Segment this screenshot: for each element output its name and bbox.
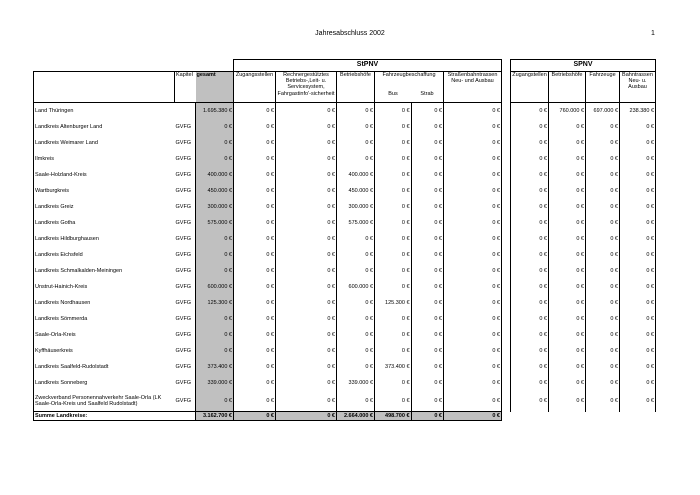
table-row — [34, 263, 656, 279]
row-gesamt: 0 € — [196, 311, 234, 327]
stpnv-cell: 0 € — [375, 231, 412, 247]
spnv-cell: 0 € — [549, 327, 586, 343]
table-row — [34, 247, 656, 263]
spnv-cell: 0 € — [586, 295, 620, 311]
row-gesamt: 400.000 € — [196, 167, 234, 183]
summary-stpnv-cell: 0 € — [276, 412, 337, 421]
spnv-cell: 0 € — [549, 119, 586, 135]
table-row — [34, 327, 656, 343]
document-title: Jahresabschluss 2002 — [315, 30, 385, 37]
stpnv-cell: 0 € — [411, 103, 443, 120]
spnv-cell: 0 € — [549, 151, 586, 167]
col-rbl-header: Rechnergestütztes Betriebs-,Leit- u. Servicesystem, Fahrgastinfo'-sicherheit — [276, 72, 337, 103]
stpnv-cell: 0 € — [276, 279, 337, 295]
stpnv-cell: 0 € — [411, 391, 443, 412]
summary-stpnv-cell: 498.700 € — [375, 412, 412, 421]
stpnv-cell: 0 € — [375, 103, 412, 120]
table-row — [34, 295, 656, 311]
stpnv-cell: 0 € — [234, 359, 276, 375]
spnv-cell: 0 € — [549, 199, 586, 215]
stpnv-cell: 0 € — [337, 359, 375, 375]
spnv-cell: 0 € — [549, 279, 586, 295]
row-name: Landkreis Sömmerda — [34, 311, 175, 327]
spnv-cell: 0 € — [511, 135, 549, 151]
row-kapitel: GVFG — [175, 119, 196, 135]
stpnv-cell: 0 € — [234, 119, 276, 135]
row-gesamt: 600.000 € — [196, 279, 234, 295]
spnv-cell: 0 € — [586, 247, 620, 263]
spnv-cell: 0 € — [620, 183, 656, 199]
stpnv-cell: 0 € — [411, 247, 443, 263]
col-kapitel-header: Kapitel — [175, 72, 196, 103]
col-name-header — [34, 72, 175, 103]
stpnv-cell: 0 € — [337, 231, 375, 247]
row-gesamt: 575.000 € — [196, 215, 234, 231]
spnv-cell: 0 € — [511, 343, 549, 359]
stpnv-cell: 0 € — [234, 327, 276, 343]
stpnv-cell: 0 € — [444, 103, 502, 120]
spnv-cell: 0 € — [511, 391, 549, 412]
stpnv-cell: 0 € — [276, 103, 337, 120]
stpnv-cell: 575.000 € — [337, 215, 375, 231]
stpnv-cell: 0 € — [234, 135, 276, 151]
spnv-cell: 238.380 € — [620, 103, 656, 120]
spnv-cell: 0 € — [620, 311, 656, 327]
stpnv-cell: 0 € — [444, 167, 502, 183]
spnv-cell: 0 € — [620, 391, 656, 412]
stpnv-cell: 0 € — [375, 343, 412, 359]
spnv-cell: 0 € — [511, 247, 549, 263]
row-name: Landkreis Nordhausen — [34, 295, 175, 311]
col-bus-label: Bus — [388, 91, 398, 98]
spnv-cell: 0 € — [586, 183, 620, 199]
row-name: Zweckverband Personennahverkehr Saale-Orla (LK Saale-Orla-Kreis und Saalfeld Rudolstadt) — [34, 391, 175, 412]
stpnv-cell: 0 € — [337, 135, 375, 151]
spnv-cell: 0 € — [620, 215, 656, 231]
stpnv-cell: 0 € — [337, 391, 375, 412]
stpnv-cell: 0 € — [234, 199, 276, 215]
stpnv-cell: 0 € — [234, 279, 276, 295]
row-name: Landkreis Eichsfeld — [34, 247, 175, 263]
row-gesamt: 0 € — [196, 151, 234, 167]
summary-label: Summe Landkreise: — [34, 412, 196, 421]
summary-stpnv-cell: 2.664.000 € — [337, 412, 375, 421]
spnv-cell: 0 € — [511, 359, 549, 375]
spnv-cell: 0 € — [549, 183, 586, 199]
table-row — [34, 183, 656, 199]
table-row — [34, 359, 656, 375]
spnv-cell: 0 € — [586, 167, 620, 183]
spnv-cell: 0 € — [586, 151, 620, 167]
stpnv-cell: 0 € — [276, 263, 337, 279]
stpnv-cell: 600.000 € — [337, 279, 375, 295]
col-spnv-bahntrassen-header: Bahntrassen Neu- u. Ausbau — [620, 72, 656, 103]
row-kapitel: GVFG — [175, 247, 196, 263]
stpnv-cell: 0 € — [234, 215, 276, 231]
stpnv-cell: 0 € — [276, 151, 337, 167]
stpnv-cell: 0 € — [411, 263, 443, 279]
stpnv-cell: 0 € — [276, 135, 337, 151]
row-kapitel: GVFG — [175, 359, 196, 375]
row-gesamt: 125.300 € — [196, 295, 234, 311]
spnv-cell: 0 € — [620, 151, 656, 167]
spnv-cell: 0 € — [586, 375, 620, 391]
stpnv-cell: 0 € — [375, 151, 412, 167]
spnv-cell: 0 € — [620, 247, 656, 263]
spnv-cell: 0 € — [620, 295, 656, 311]
stpnv-cell: 0 € — [337, 343, 375, 359]
row-kapitel: GVFG — [175, 231, 196, 247]
spnv-cell: 0 € — [620, 375, 656, 391]
table-row — [34, 215, 656, 231]
stpnv-cell: 0 € — [444, 199, 502, 215]
row-kapitel: GVFG — [175, 183, 196, 199]
spnv-cell: 0 € — [620, 279, 656, 295]
spnv-cell: 0 € — [511, 103, 549, 120]
stpnv-cell: 0 € — [411, 327, 443, 343]
stpnv-cell: 373.400 € — [375, 359, 412, 375]
row-name: Landkreis Schmalkalden-Meiningen — [34, 263, 175, 279]
stpnv-cell: 400.000 € — [337, 167, 375, 183]
stpnv-cell: 0 € — [411, 183, 443, 199]
spnv-cell: 0 € — [549, 343, 586, 359]
row-gesamt: 0 € — [196, 231, 234, 247]
stpnv-cell: 0 € — [444, 263, 502, 279]
stpnv-cell: 0 € — [411, 375, 443, 391]
spnv-cell: 0 € — [511, 263, 549, 279]
stpnv-cell: 0 € — [444, 135, 502, 151]
table-row — [34, 135, 656, 151]
stpnv-cell: 0 € — [444, 295, 502, 311]
spnv-cell: 0 € — [620, 231, 656, 247]
stpnv-cell: 0 € — [276, 391, 337, 412]
stpnv-cell: 0 € — [375, 119, 412, 135]
spnv-cell: 0 € — [586, 391, 620, 412]
row-name: Landkreis Greiz — [34, 199, 175, 215]
stpnv-cell: 0 € — [234, 263, 276, 279]
row-name: Unstrut-Hainich-Kreis — [34, 279, 175, 295]
stpnv-cell: 0 € — [375, 135, 412, 151]
row-gesamt: 339.000 € — [196, 375, 234, 391]
budget-table — [33, 59, 656, 421]
row-kapitel: GVFG — [175, 135, 196, 151]
spnv-cell: 0 € — [586, 215, 620, 231]
row-name: Landkreis Sonneberg — [34, 375, 175, 391]
stpnv-group-label: StPNV — [234, 60, 502, 72]
summary-stpnv-cell: 0 € — [234, 412, 276, 421]
spnv-cell: 0 € — [586, 199, 620, 215]
row-name: Ilmkreis — [34, 151, 175, 167]
row-kapitel: GVFG — [175, 327, 196, 343]
spnv-cell: 0 € — [511, 327, 549, 343]
stpnv-cell: 0 € — [411, 231, 443, 247]
spnv-cell: 0 € — [620, 327, 656, 343]
col-spnv-betriebshoefe-header: Betriebshöfe — [549, 72, 586, 103]
stpnv-cell: 0 € — [375, 167, 412, 183]
spnv-cell: 0 € — [549, 247, 586, 263]
stpnv-cell: 0 € — [444, 231, 502, 247]
summary-row — [34, 412, 656, 421]
stpnv-cell: 0 € — [411, 199, 443, 215]
spnv-cell: 0 € — [620, 119, 656, 135]
stpnv-cell: 0 € — [375, 215, 412, 231]
stpnv-cell: 0 € — [276, 199, 337, 215]
stpnv-cell: 0 € — [276, 183, 337, 199]
group-header-row — [34, 60, 656, 72]
row-gesamt: 0 € — [196, 391, 234, 412]
stpnv-cell: 0 € — [276, 311, 337, 327]
row-kapitel: GVFG — [175, 263, 196, 279]
spnv-cell: 0 € — [620, 167, 656, 183]
spnv-cell: 0 € — [511, 183, 549, 199]
row-gesamt: 0 € — [196, 247, 234, 263]
stpnv-cell: 0 € — [411, 359, 443, 375]
spnv-cell: 0 € — [586, 279, 620, 295]
stpnv-cell: 0 € — [276, 167, 337, 183]
stpnv-cell: 0 € — [375, 263, 412, 279]
row-gesamt: 0 € — [196, 343, 234, 359]
table-row — [34, 199, 656, 215]
row-name: Landkreis Altenburger Land — [34, 119, 175, 135]
spnv-cell: 0 € — [549, 391, 586, 412]
page-number: 1 — [651, 30, 655, 37]
stpnv-cell: 450.000 € — [337, 183, 375, 199]
row-name: Kyffhäuserkreis — [34, 343, 175, 359]
row-gesamt: 0 € — [196, 135, 234, 151]
spnv-cell: 0 € — [620, 263, 656, 279]
stpnv-cell: 0 € — [375, 247, 412, 263]
col-betriebshoefe-header: Betriebshöfe — [337, 72, 375, 103]
stpnv-cell: 0 € — [234, 295, 276, 311]
stpnv-cell: 0 € — [234, 247, 276, 263]
stpnv-cell: 0 € — [234, 311, 276, 327]
spnv-cell: 0 € — [511, 151, 549, 167]
stpnv-cell: 0 € — [337, 151, 375, 167]
stpnv-cell: 0 € — [411, 343, 443, 359]
stpnv-cell: 0 € — [276, 343, 337, 359]
stpnv-cell: 0 € — [444, 151, 502, 167]
spnv-cell: 760.000 € — [549, 103, 586, 120]
stpnv-cell: 0 € — [337, 295, 375, 311]
col-strab-label: Strab — [420, 91, 434, 98]
stpnv-cell: 0 € — [276, 359, 337, 375]
col-zugangsstellen-header: Zugangsstellen — [234, 72, 276, 103]
stpnv-cell: 0 € — [444, 119, 502, 135]
stpnv-cell: 0 € — [411, 151, 443, 167]
row-name: Landkreis Weimarer Land — [34, 135, 175, 151]
spnv-cell: 0 € — [511, 199, 549, 215]
spnv-cell: 0 € — [620, 135, 656, 151]
row-gesamt: 1.695.380 € — [196, 103, 234, 120]
stpnv-cell: 0 € — [234, 231, 276, 247]
stpnv-cell: 300.000 € — [337, 199, 375, 215]
spnv-cell: 0 € — [620, 199, 656, 215]
table-row — [34, 151, 656, 167]
column-header-row — [34, 72, 656, 103]
spnv-cell: 0 € — [511, 375, 549, 391]
stpnv-cell: 0 € — [276, 295, 337, 311]
row-kapitel — [175, 103, 196, 120]
table-row — [34, 343, 656, 359]
col-spnv-fahrzeuge-header: Fahrzeuge — [586, 72, 620, 103]
spnv-cell: 0 € — [586, 135, 620, 151]
stpnv-cell: 125.300 € — [375, 295, 412, 311]
table-row — [34, 375, 656, 391]
spnv-cell: 0 € — [511, 295, 549, 311]
stpnv-cell: 339.000 € — [337, 375, 375, 391]
stpnv-cell: 0 € — [444, 327, 502, 343]
stpnv-cell: 0 € — [444, 359, 502, 375]
stpnv-cell: 0 € — [411, 279, 443, 295]
stpnv-cell: 0 € — [375, 327, 412, 343]
table-row — [34, 279, 656, 295]
stpnv-cell: 0 € — [276, 119, 337, 135]
stpnv-cell: 0 € — [375, 183, 412, 199]
spnv-cell: 0 € — [549, 167, 586, 183]
spnv-cell: 0 € — [586, 359, 620, 375]
spnv-cell: 0 € — [586, 311, 620, 327]
row-kapitel: GVFG — [175, 167, 196, 183]
row-name: Wartburgkreis — [34, 183, 175, 199]
stpnv-cell: 0 € — [375, 391, 412, 412]
summary-stpnv-cell: 0 € — [444, 412, 502, 421]
spnv-cell: 0 € — [549, 263, 586, 279]
spnv-group-label: SPNV — [511, 60, 656, 72]
stpnv-cell: 0 € — [375, 279, 412, 295]
stpnv-cell: 0 € — [234, 375, 276, 391]
col-gesamt-header: gesamt — [196, 72, 234, 103]
table-row — [34, 103, 656, 120]
stpnv-cell: 0 € — [444, 375, 502, 391]
spnv-cell: 0 € — [549, 311, 586, 327]
stpnv-cell: 0 € — [411, 215, 443, 231]
stpnv-cell: 0 € — [411, 311, 443, 327]
row-gesamt: 300.000 € — [196, 199, 234, 215]
spnv-cell: 0 € — [549, 375, 586, 391]
stpnv-cell: 0 € — [375, 311, 412, 327]
stpnv-cell: 0 € — [411, 119, 443, 135]
stpnv-cell: 0 € — [337, 103, 375, 120]
stpnv-cell: 0 € — [337, 263, 375, 279]
row-kapitel: GVFG — [175, 151, 196, 167]
summary-gesamt: 3.162.700 € — [196, 412, 234, 421]
spnv-cell: 0 € — [511, 279, 549, 295]
row-name: Saale-Orla-Kreis — [34, 327, 175, 343]
stpnv-cell: 0 € — [444, 391, 502, 412]
stpnv-cell: 0 € — [234, 103, 276, 120]
row-gesamt: 0 € — [196, 327, 234, 343]
spnv-cell: 0 € — [549, 295, 586, 311]
spnv-cell: 0 € — [620, 359, 656, 375]
spnv-cell: 0 € — [511, 167, 549, 183]
row-gesamt: 0 € — [196, 263, 234, 279]
stpnv-cell: 0 € — [337, 311, 375, 327]
row-name: Landkreis Hildburghausen — [34, 231, 175, 247]
row-kapitel: GVFG — [175, 375, 196, 391]
row-kapitel: GVFG — [175, 279, 196, 295]
col-spnv-zugangstellen-header: Zugangstellen — [511, 72, 549, 103]
row-name: Land Thüringen — [34, 103, 175, 120]
stpnv-cell: 0 € — [375, 199, 412, 215]
table-row — [34, 231, 656, 247]
spnv-cell: 0 € — [549, 215, 586, 231]
stpnv-cell: 0 € — [234, 151, 276, 167]
spnv-cell: 0 € — [511, 119, 549, 135]
spnv-cell: 0 € — [511, 215, 549, 231]
spnv-cell: 0 € — [586, 327, 620, 343]
stpnv-cell: 0 € — [337, 327, 375, 343]
stpnv-cell: 0 € — [234, 167, 276, 183]
stpnv-cell: 0 € — [411, 167, 443, 183]
table-row — [34, 391, 656, 412]
stpnv-cell: 0 € — [444, 247, 502, 263]
row-kapitel: GVFG — [175, 215, 196, 231]
stpnv-cell: 0 € — [444, 343, 502, 359]
col-strassenbahntrassen-header: Straßenbahntrassen Neu- und Ausbau — [444, 72, 502, 103]
stpnv-cell: 0 € — [234, 183, 276, 199]
stpnv-cell: 0 € — [276, 327, 337, 343]
stpnv-cell: 0 € — [411, 295, 443, 311]
spnv-cell: 0 € — [549, 135, 586, 151]
stpnv-cell: 0 € — [444, 279, 502, 295]
col-fahrzeugbeschaffung-header — [375, 72, 444, 103]
row-kapitel: GVFG — [175, 343, 196, 359]
spnv-cell: 697.000 € — [586, 103, 620, 120]
table-row — [34, 311, 656, 327]
row-kapitel: GVFG — [175, 311, 196, 327]
spnv-cell: 0 € — [511, 311, 549, 327]
stpnv-cell: 0 € — [375, 375, 412, 391]
row-gesamt: 373.400 € — [196, 359, 234, 375]
stpnv-cell: 0 € — [234, 343, 276, 359]
fahrzeugbeschaffung-label: Fahrzeugbeschaffung — [382, 72, 436, 78]
spnv-cell: 0 € — [586, 263, 620, 279]
stpnv-cell: 0 € — [444, 183, 502, 199]
row-kapitel: GVFG — [175, 391, 196, 412]
row-gesamt: 0 € — [196, 119, 234, 135]
stpnv-cell: 0 € — [411, 135, 443, 151]
row-gesamt: 450.000 € — [196, 183, 234, 199]
stpnv-cell: 0 € — [276, 247, 337, 263]
spnv-cell: 0 € — [586, 343, 620, 359]
table-row — [34, 119, 656, 135]
stpnv-cell: 0 € — [444, 215, 502, 231]
stpnv-cell: 0 € — [234, 391, 276, 412]
spnv-cell: 0 € — [586, 119, 620, 135]
spnv-cell: 0 € — [549, 231, 586, 247]
table-row — [34, 167, 656, 183]
spnv-cell: 0 € — [620, 343, 656, 359]
row-name: Landkreis Saalfeld-Rudolstadt — [34, 359, 175, 375]
stpnv-cell: 0 € — [337, 119, 375, 135]
row-name: Saale-Holzland-Kreis — [34, 167, 175, 183]
stpnv-cell: 0 € — [276, 375, 337, 391]
stpnv-cell: 0 € — [337, 247, 375, 263]
spnv-cell: 0 € — [511, 231, 549, 247]
spnv-cell: 0 € — [586, 231, 620, 247]
stpnv-cell: 0 € — [276, 215, 337, 231]
stpnv-cell: 0 € — [444, 311, 502, 327]
spnv-cell: 0 € — [549, 359, 586, 375]
row-kapitel: GVFG — [175, 199, 196, 215]
stpnv-cell: 0 € — [276, 231, 337, 247]
summary-stpnv-cell: 0 € — [411, 412, 443, 421]
row-kapitel: GVFG — [175, 295, 196, 311]
row-name: Landkreis Gotha — [34, 215, 175, 231]
